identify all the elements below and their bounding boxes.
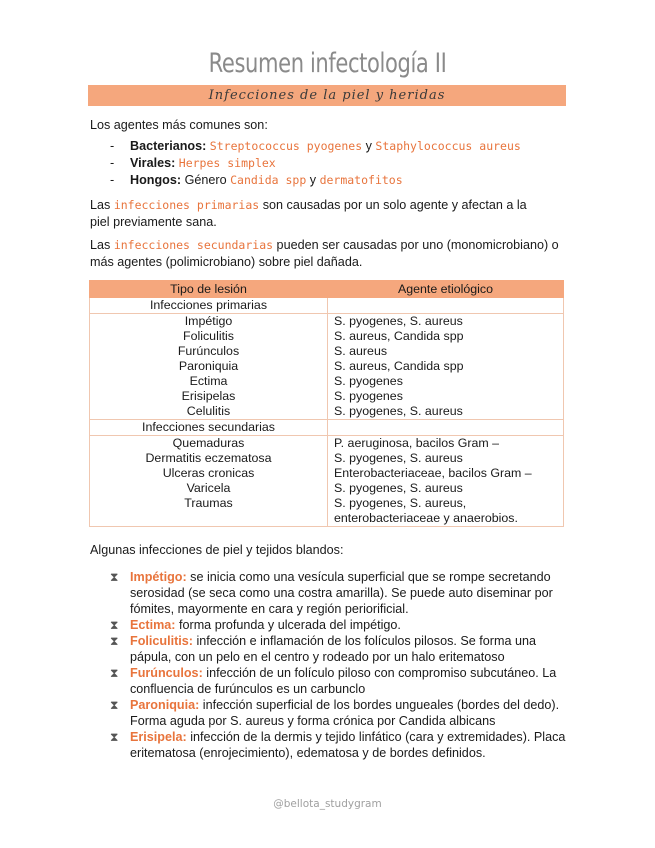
table-row (90, 436, 564, 527)
list-item (110, 729, 570, 761)
lesion-cell (90, 436, 328, 527)
lesion-name: Celulitis (186, 404, 231, 418)
table-header-row (90, 281, 564, 298)
infection-text: forma profunda y ulcerada del impétigo. (175, 618, 401, 632)
agent-name: Candida spp (230, 173, 307, 187)
intro-text: Los agentes más comunes son: (90, 118, 268, 132)
lesion-table (89, 280, 564, 527)
table-row (90, 314, 564, 420)
agent-value: S. aureus (334, 344, 388, 358)
infection-term: Foliculitis: (130, 634, 193, 648)
para-text: Las (90, 238, 114, 252)
agent-value: S. pyogenes, S. aureus, (334, 496, 467, 510)
empty-cell (328, 420, 564, 436)
agent-value: S. pyogenes, S. aureus (334, 451, 463, 465)
table-group-row (90, 420, 564, 436)
infection-term: Ectima: (130, 618, 176, 632)
infection-text: infección de un folículo piloso con compromiso subcutáneo. La confluencia de furúnculos es un carbunclo (130, 666, 557, 696)
list-item (110, 697, 570, 729)
agent-name: Staphylococcus aureus (375, 139, 521, 153)
agent-viral (110, 155, 521, 172)
agent-value: S. pyogenes, S. aureus (334, 481, 463, 495)
list-item (110, 665, 570, 697)
agent-value: enterobacteriaceae y anaerobios. (334, 511, 518, 525)
para-text: pueden ser causadas por uno (monomicrobiano) o más agentes (polimicrobiano) sobre piel dañada. (90, 238, 559, 269)
infections-list (110, 569, 570, 761)
agent-name: Herpes simplex (178, 156, 276, 170)
paragraph-primary (90, 197, 540, 231)
lesion-name: Ulceras cronicas (162, 466, 255, 480)
agents-list (110, 138, 521, 189)
agent-conj: y (306, 173, 320, 187)
table-group-row (90, 298, 564, 314)
agent-label: Hongos: (130, 173, 182, 187)
list-item (110, 633, 570, 665)
table-header: Agente etiológico (328, 281, 564, 298)
infection-text: infección de la dermis y tejido linfático (cara y extremidades). Placa eritematosa (enrojecimiento), edematosa y de bordes definidos. (130, 730, 566, 760)
group-label: Infecciones primarias (90, 298, 328, 314)
lesion-name: Varicela (186, 481, 231, 495)
agent-value: S. pyogenes (334, 389, 403, 403)
hourglass-icon: ⧗ (110, 570, 119, 584)
agent-value: S. pyogenes, S. aureus (334, 404, 463, 418)
section-intro: Algunas infecciones de piel y tejidos blandos: (90, 543, 344, 557)
lesion-name: Paroniquia (178, 359, 239, 373)
agent-value: S. aureus, Candida spp (334, 359, 464, 373)
lesion-cell (90, 314, 328, 420)
agent-value: S. pyogenes, S. aureus (334, 314, 463, 328)
infection-text: se inicia como una vesícula superficial que se rompe secretando serosidad (se seca como una costra amarilla). Se puede auto diseminar por fómites, mayormente en cara y región periorificial. (130, 570, 553, 616)
para-text: Las (90, 198, 114, 212)
hourglass-icon: ⧗ (110, 666, 119, 680)
lesion-name: Impétigo (184, 314, 233, 328)
lesion-name: Ectima (189, 374, 228, 388)
agent-label: Virales: (130, 156, 176, 170)
agent-fungal (110, 172, 521, 189)
infection-text: infección e inflamación de los folículos pilosos. Se forma una pápula, con un pelo en el centro y rodeado por un halo eritematoso (130, 634, 536, 664)
lesion-name: Erisipelas (181, 389, 236, 403)
agent-value: P. aeruginosa, bacilos Gram – (334, 436, 500, 450)
page-title: Resumen infectología II (208, 48, 447, 79)
group-label: Infecciones secundarias (90, 420, 328, 436)
agent-cell (328, 314, 564, 420)
agent-label: Bacterianos: (130, 139, 207, 153)
subtitle-banner (88, 85, 566, 106)
list-item (110, 569, 570, 617)
lesion-name: Furúnculos (177, 344, 240, 358)
agent-name: dermatofitos (319, 173, 403, 187)
agent-name: Streptococcus pyogenes (209, 139, 363, 153)
hourglass-icon: ⧗ (110, 634, 119, 648)
agent-cell (328, 436, 564, 527)
agent-bacterial (110, 138, 521, 155)
infection-term: Paroniquia: (130, 698, 200, 712)
hourglass-icon: ⧗ (110, 618, 119, 632)
lesion-name: Dermatitis eczematosa (145, 451, 272, 465)
list-item (110, 617, 570, 633)
subtitle-text: Infecciones de la piel y heridas (208, 88, 446, 103)
infection-term: Impétigo: (130, 570, 187, 584)
para-term: infecciones secundarias (113, 238, 274, 252)
agent-prefix: Género (181, 173, 231, 187)
agent-value: Enterobacteriaceae, bacilos Gram – (334, 466, 532, 480)
infection-term: Furúnculos: (130, 666, 203, 680)
paragraph-secondary (90, 237, 560, 271)
table-header: Tipo de lesión (90, 281, 328, 298)
agent-conj: y (362, 139, 376, 153)
hourglass-icon: ⧗ (110, 730, 119, 744)
agent-value: S. aureus, Candida spp (334, 329, 464, 343)
infection-term: Erisipela: (130, 730, 187, 744)
para-text: son causadas por un solo agente y afectan a la piel previamente sana. (90, 198, 527, 229)
infection-text: infección superficial de los bordes ungueales (bordes del dedo). Forma aguda por S. aureus y forma crónica por Candida albicans (130, 698, 560, 728)
lesion-name: Traumas (184, 496, 233, 510)
hourglass-icon: ⧗ (110, 698, 119, 712)
lesion-name: Foliculitis (183, 329, 234, 343)
lesion-name: Quemaduras (172, 436, 245, 450)
footer-credit: @bellota_studygram (273, 798, 382, 810)
empty-cell (328, 298, 564, 314)
agent-value: S. pyogenes (334, 374, 403, 388)
para-term: infecciones primarias (113, 198, 260, 212)
